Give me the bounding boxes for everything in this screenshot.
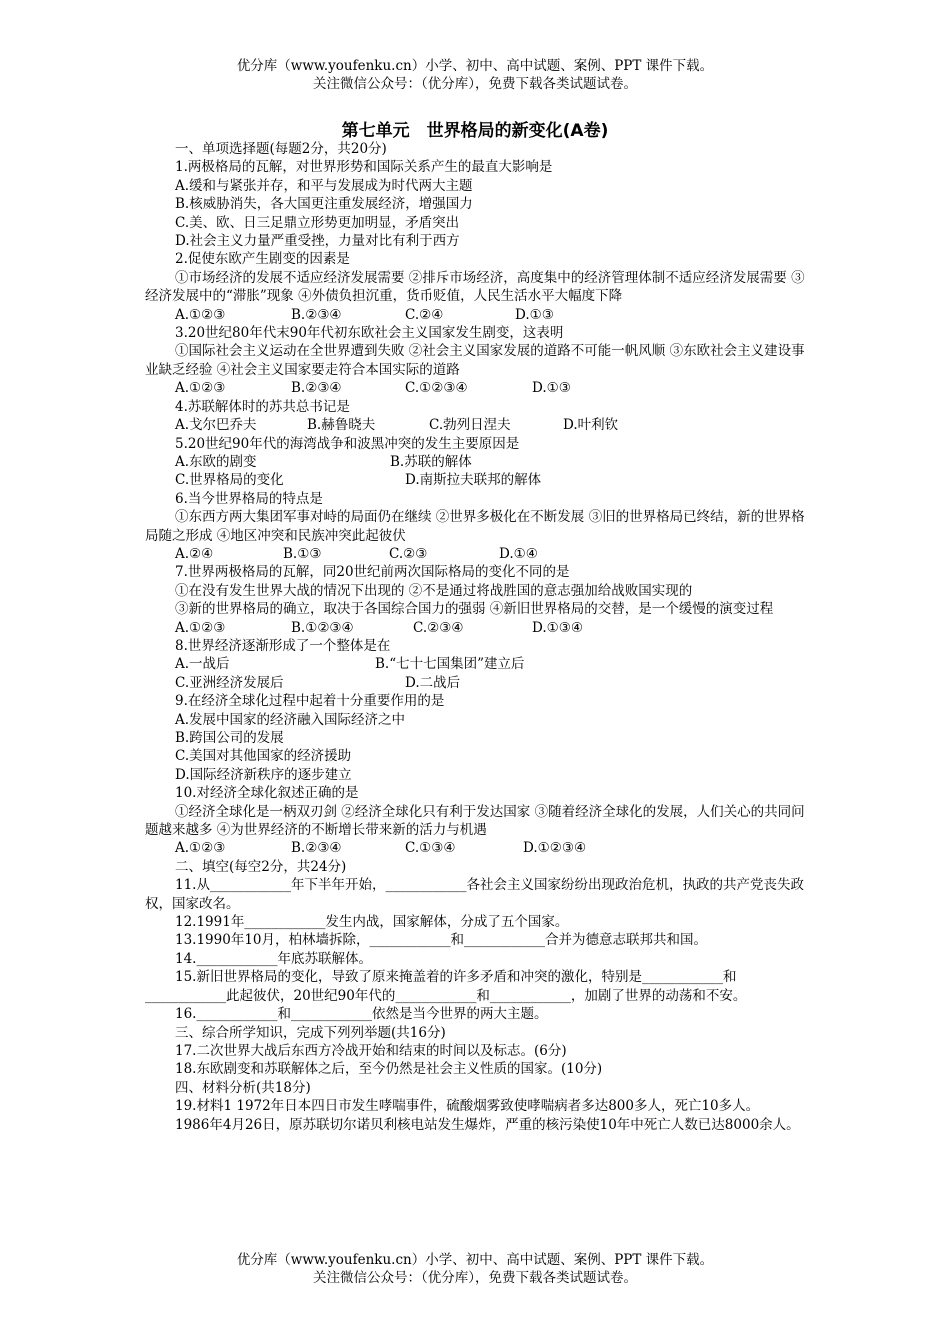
option: B.②③④ xyxy=(291,380,342,397)
section-heading: 三、综合所学知识，完成下列列举题(共16分) xyxy=(175,1024,446,1041)
question-body: ③新的世界格局的确立，取决于各国综合国力的强弱 ④新旧世界格局的交替，是一个缓慢的演变过程 xyxy=(175,601,774,618)
option: D.南斯拉夫联邦的解体 xyxy=(405,472,542,489)
section-heading: 一、单项选择题(每题2分，共20分) xyxy=(175,141,387,157)
question-stem: 6.当今世界格局的特点是 xyxy=(175,490,323,507)
option: A.东欧的剧变 xyxy=(175,453,257,470)
option: B.①③ xyxy=(283,545,322,562)
option: B.②③④ xyxy=(291,840,342,857)
page-footer xyxy=(0,1251,950,1287)
fill-question: 14.____________年底苏联解体。 xyxy=(175,950,372,967)
list-question: 18.东欧剧变和苏联解体之后，至今仍然是社会主义性质的国家。(10分) xyxy=(175,1061,603,1078)
option-row xyxy=(145,655,810,673)
material-paragraph: 19.材料1 1972年日本四日市发生哮喘事件，硫酸烟雾致使哮喘病者多达800多人，死亡10多人。 xyxy=(175,1098,760,1115)
question-body: ①在没有发生世界大战的情况下出现的 ②不是通过将战胜国的意志强加给战败国实现的 xyxy=(175,582,693,599)
question-stem: 5.20世纪90年代的海湾战争和波黑冲突的发生主要原因是 xyxy=(175,435,520,452)
option-row xyxy=(145,379,810,397)
option: C.②③④ xyxy=(413,619,464,636)
fill-question: 11.从____________年下半年开始，____________各社会主义国家纷纷出现政治危机，执政的共产党丧失政权，国家改名。 xyxy=(145,877,804,912)
option: A.①②③ xyxy=(175,619,226,636)
fill-question: 13.1990年10月，柏林墙拆除，____________和____________合并为德意志联邦共和国。 xyxy=(175,932,708,949)
option-row xyxy=(145,416,810,434)
question-stem: 8.世界经济逐渐形成了一个整体是在 xyxy=(175,637,391,654)
option: C.②④ xyxy=(405,306,444,323)
question-stem: 7.世界两极格局的瓦解，同20世纪前两次国际格局的变化不同的是 xyxy=(175,564,570,581)
option: D.国际经济新秩序的逐步建立 xyxy=(175,766,352,783)
question-stem: 9.在经济全球化过程中起着十分重要作用的是 xyxy=(175,693,445,710)
option: D.二战后 xyxy=(405,674,461,691)
fill-question: 12.1991年____________发生内战，国家解体，分成了五个国家。 xyxy=(175,914,569,931)
page-title: 第七单元 世界格局的新变化(A卷) xyxy=(341,121,609,141)
option: D.①②③④ xyxy=(523,840,587,857)
option-row xyxy=(145,306,810,324)
option-row xyxy=(145,674,810,692)
question-stem: 10.对经济全球化叙述正确的是 xyxy=(175,785,359,802)
question-stem: 3.20世纪80年代末90年代初东欧社会主义国家发生剧变，这表明 xyxy=(175,325,564,342)
question-stem: 4.苏联解体时的苏共总书记是 xyxy=(175,398,350,415)
footer-line-2: 关注微信公众号：（优分库），免费下载各类试题试卷。 xyxy=(313,1270,637,1286)
option: D.社会主义力量严重受挫，力量对比有利于西方 xyxy=(175,233,460,250)
option: B.②③④ xyxy=(291,306,342,323)
question-stem: 1.两极格局的瓦解，对世界形势和国际关系产生的最直大影响是 xyxy=(175,159,553,176)
option: B.①②③④ xyxy=(291,619,354,636)
section-heading: 四、材料分析(共18分) xyxy=(175,1079,311,1096)
option-row xyxy=(145,619,810,637)
option-row xyxy=(145,839,810,857)
header-line-2: 关注微信公众号：（优分库），免费下载各类试题试卷。 xyxy=(313,76,637,92)
option: C.美国对其他国家的经济援助 xyxy=(175,748,352,765)
material-paragraph: 1986年4月26日，原苏联切尔诺贝利核电站发生爆炸，严重的核污染使10年中死亡人数已达8000余人。 xyxy=(175,1116,800,1133)
question-body: ①经济全球化是一柄双刃剑 ②经济全球化只有利于发达国家 ③随着经济全球化的发展，人们关心的共同问题越来越多 ④为世界经济的不断增长带来新的活力与机遇 xyxy=(145,803,805,839)
option: A.①②③ xyxy=(175,840,226,857)
option-row xyxy=(145,453,810,471)
option: A.①②③ xyxy=(175,380,226,397)
question-stem: 2.促使东欧产生剧变的因素是 xyxy=(175,251,350,268)
fill-question: 15.新旧世界格局的变化，导致了原来掩盖着的许多矛盾和冲突的激化，特别是____________和____________此起彼伏，20世纪90年代的____________和____________，加剧了世界的动荡和不安。 xyxy=(145,969,747,1004)
fill-question: 16.____________和____________依然是当今世界的两大主题。 xyxy=(175,1006,548,1023)
option: D.①③④ xyxy=(532,619,583,636)
list-question: 17.二次世界大战后东西方冷战开始和结束的时间以及标志。(6分) xyxy=(175,1042,567,1059)
option: B.赫鲁晓夫 xyxy=(307,417,376,434)
option: D.叶利钦 xyxy=(563,417,619,434)
option: D.①④ xyxy=(499,545,538,562)
option: B.苏联的解体 xyxy=(390,453,472,470)
option: D.①③ xyxy=(515,306,554,323)
option: B.“七十七国集团”建立后 xyxy=(375,656,525,673)
page-header xyxy=(0,57,950,93)
option: C.①③④ xyxy=(405,840,456,857)
question-body: ①市场经济的发展不适应经济发展需要 ②排斥市场经济，高度集中的经济管理体制不适应经济发展需要 ③经济发展中的“滞胀”现象 ④外债负担沉重，货币贬值，人民生活水平大幅度下降 xyxy=(145,269,805,305)
option: C.世界格局的变化 xyxy=(175,472,284,489)
option: B.核威胁消失，各大国更注重发展经济，增强国力 xyxy=(175,196,473,213)
option: A.缓和与紧张并存，和平与发展成为时代两大主题 xyxy=(175,177,473,194)
option: C.①②③④ xyxy=(405,380,468,397)
question-body: ①国际社会主义运动在全世界遭到失败 ②社会主义国家发展的道路不可能一帆风顺 ③东欧社会主义建设事业缺乏经验 ④社会主义国家要走符合本国实际的道路 xyxy=(145,343,805,378)
option: A.一战后 xyxy=(175,656,230,673)
option: A.①②③ xyxy=(175,306,226,323)
option: C.亚洲经济发展后 xyxy=(175,674,284,691)
section-heading: 二、填空(每空2分，共24分) xyxy=(175,858,347,875)
option: A.戈尔巴乔夫 xyxy=(175,417,257,434)
option-row xyxy=(145,545,810,563)
option: D.①③ xyxy=(532,380,571,397)
footer-line-1: 优分库（www.youfenku.cn）小学、初中、高中试题、案例、PPT 课件下载。 xyxy=(236,1252,714,1268)
option: B.跨国公司的发展 xyxy=(175,730,284,746)
option: A.②④ xyxy=(175,545,214,562)
option: A.发展中国家的经济融入国际经济之中 xyxy=(175,711,406,728)
header-line-1: 优分库（www.youfenku.cn）小学、初中、高中试题、案例、PPT 课件下载。 xyxy=(236,58,714,74)
document-body xyxy=(145,140,810,1134)
option: C.美、欧、日三足鼎立形势更加明显，矛盾突出 xyxy=(175,214,460,231)
question-body: ①东西方两大集团军事对峙的局面仍在继续 ②世界多极化在不断发展 ③旧的世界格局已终结，新的世界格局随之形成 ④地区冲突和民族冲突此起彼伏 xyxy=(145,509,805,544)
option: C.②③ xyxy=(389,545,428,562)
option: C.勃列日涅夫 xyxy=(429,417,511,434)
option-row xyxy=(145,471,810,489)
